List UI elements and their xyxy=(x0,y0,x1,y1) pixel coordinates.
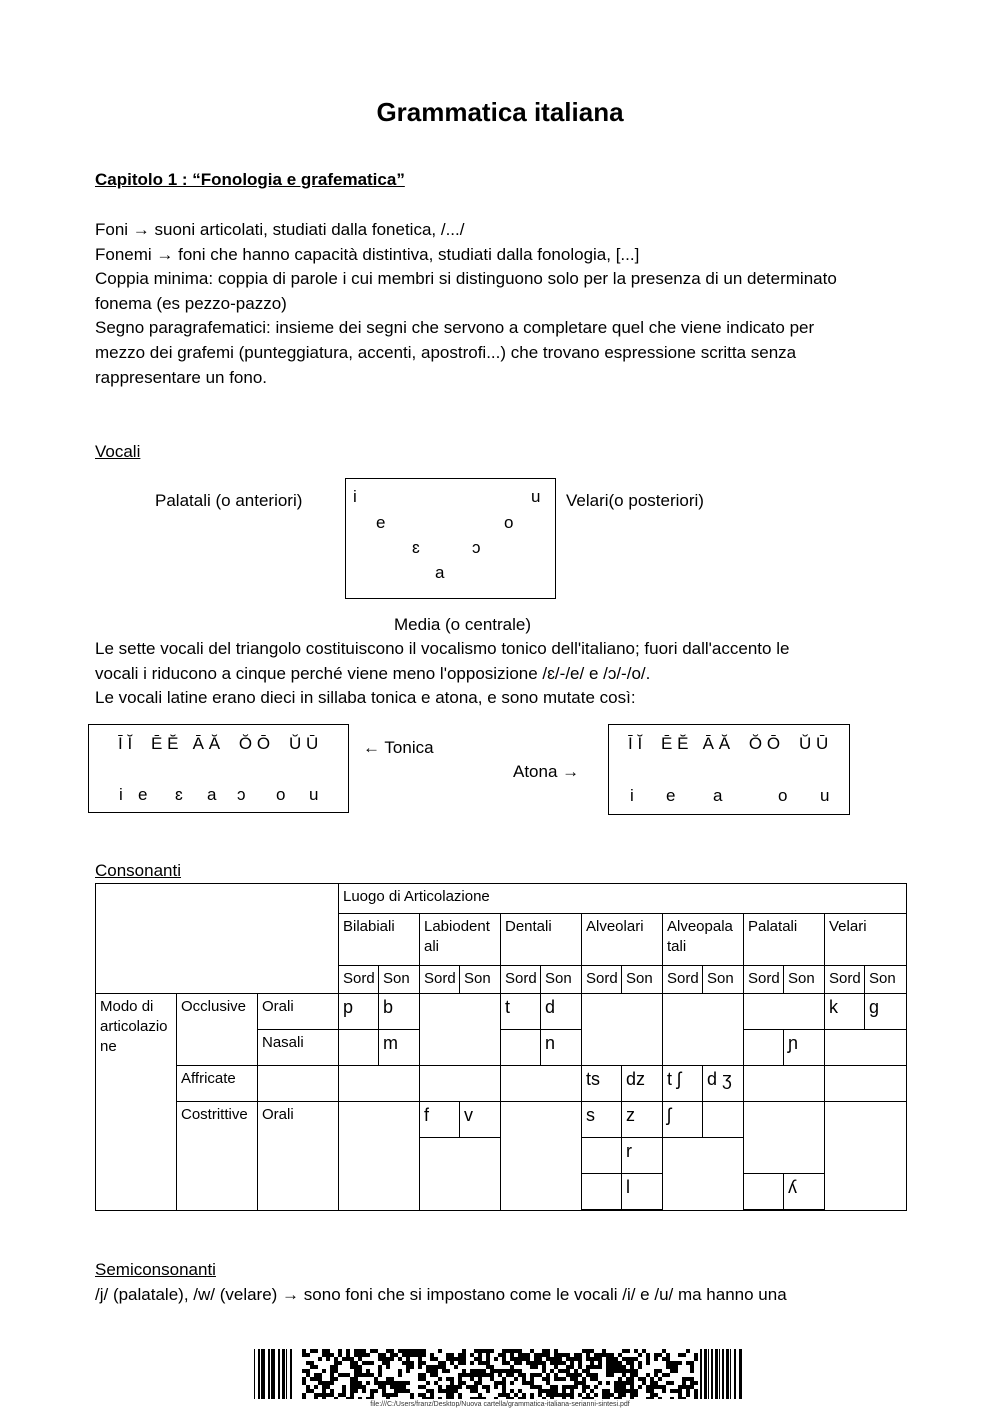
consonanti-heading: Consonanti xyxy=(95,861,182,880)
vocali-heading: Vocali xyxy=(95,442,141,461)
atona-vowel: i xyxy=(630,786,634,805)
empty-cell xyxy=(744,1030,784,1066)
vocali-text-line: Le vocali latine erano dieci in sillaba tonica e atona, e sono mutate così: xyxy=(95,688,636,707)
vowel-open-e: ɛ xyxy=(412,538,420,557)
consonant-cell: b xyxy=(379,994,420,1030)
velari-label: Velari(o posteriori) xyxy=(566,491,704,510)
semiconsonanti-text: /j/ (palatale), /w/ (velare) → sono foni che si impostano come le vocali /i/ e /u/ ma hanno una xyxy=(95,1285,787,1304)
empty-cell xyxy=(501,1030,541,1066)
son-header: Son xyxy=(622,966,663,994)
chapter-heading: Capitolo 1 : “Fonologia e grafematica” xyxy=(95,170,405,189)
empty-cell xyxy=(582,1210,663,1211)
orali-label: Orali xyxy=(258,1102,339,1211)
empty-cell xyxy=(825,1066,907,1102)
vowel-triangle-box xyxy=(345,478,556,599)
empty-cell xyxy=(420,994,501,1066)
place-header: Palatali xyxy=(744,914,825,966)
media-label: Media (o centrale) xyxy=(394,615,532,634)
consonant-cell: t ʃ xyxy=(663,1066,703,1102)
son-header: Son xyxy=(460,966,501,994)
empty-cell xyxy=(420,1066,501,1102)
tonica-label: ← Tonica xyxy=(363,738,434,757)
son-header: Son xyxy=(379,966,420,994)
modo-header: Modo di articolazio ne xyxy=(96,994,177,1211)
consonant-cell: ts xyxy=(582,1066,622,1102)
intro-line: rappresentare un fono. xyxy=(95,368,268,387)
empty-cell xyxy=(501,1066,582,1102)
son-header: Son xyxy=(865,966,907,994)
sord-header: Sord xyxy=(501,966,541,994)
sord-header: Sord xyxy=(339,966,379,994)
table-row xyxy=(96,884,907,914)
sord-header: Sord xyxy=(420,966,460,994)
luogo-header: Luogo di Articolazione xyxy=(339,884,907,914)
tonica-vowel: o xyxy=(276,785,286,804)
consonant-cell: v xyxy=(460,1102,501,1138)
vowel-open-o: ɔ xyxy=(472,538,481,557)
latin-atona-top: Ī Ĭ Ē Ĕ Ā Ă Ŏ Ō Ŭ Ū xyxy=(628,734,829,753)
empty-cell xyxy=(339,1102,420,1211)
consonant-cell: g xyxy=(865,994,907,1030)
tonica-vowel: ɛ xyxy=(175,785,183,804)
tonica-vowel: ɔ xyxy=(237,785,246,804)
consonant-cell: r xyxy=(622,1138,663,1174)
empty-cell xyxy=(744,994,825,1030)
empty-cell xyxy=(420,1138,501,1211)
sord-header: Sord xyxy=(744,966,784,994)
place-header: Alveolari xyxy=(582,914,663,966)
place-header: Alveopala tali xyxy=(663,914,744,966)
intro-line: Fonemi → foni che hanno capacità distintiva, studiati dalla fonologia, [...] xyxy=(95,245,640,264)
empty-cell xyxy=(825,1030,907,1066)
latin-tonica-box xyxy=(88,724,349,813)
consonant-cell: k xyxy=(825,994,865,1030)
tonica-vowel: i xyxy=(119,785,123,804)
empty-cell xyxy=(744,1102,825,1174)
consonant-cell: d ʒ xyxy=(703,1066,744,1102)
consonant-cell: t xyxy=(501,994,541,1030)
empty-cell xyxy=(703,1102,744,1138)
consonant-cell: m xyxy=(379,1030,420,1066)
vowel-a: a xyxy=(435,563,445,582)
vowel-e: e xyxy=(376,513,386,532)
palatali-label: Palatali (o anteriori) xyxy=(155,491,303,510)
empty-cell xyxy=(663,994,744,1066)
intro-line: fonema (es pezzo-pazzo) xyxy=(95,294,287,313)
son-header: Son xyxy=(784,966,825,994)
tonica-vowel: e xyxy=(138,785,148,804)
vocali-text-line: Le sette vocali del triangolo costituiscono il vocalismo tonico dell'italiano; fuori dall'accento le xyxy=(95,639,790,658)
vowel-o: o xyxy=(504,513,514,532)
latin-tonica-top: Ī Ĭ Ē Ĕ Ā Ă Ŏ Ō Ŭ Ū xyxy=(118,734,319,753)
consonant-cell: l xyxy=(622,1174,663,1210)
empty-cell xyxy=(501,1102,582,1211)
place-header: Labiodent ali xyxy=(420,914,501,966)
barcode-image xyxy=(254,1349,744,1399)
empty-cell xyxy=(825,1102,907,1211)
sord-header: Sord xyxy=(825,966,865,994)
nasali-label: Nasali xyxy=(258,1030,339,1066)
latin-atona-box xyxy=(608,724,850,815)
intro-line: Foni → suoni articolati, studiati dalla fonetica, /.../ xyxy=(95,220,465,239)
tonica-vowel: u xyxy=(309,785,319,804)
affricate-label: Affricate xyxy=(177,1066,258,1102)
intro-line: Coppia minima: coppia di parole i cui membri si distinguono solo per la presenza di un determinato xyxy=(95,269,837,288)
empty-cell xyxy=(339,1066,420,1102)
consonant-cell: n xyxy=(541,1030,582,1066)
atona-label: Atona → xyxy=(513,762,580,781)
consonant-cell: ʎ xyxy=(784,1174,825,1210)
atona-vowel: e xyxy=(666,786,676,805)
empty-cell xyxy=(582,994,663,1066)
vocali-text-line: vocali i riducono a cinque perché viene meno l'opposizione /ɛ/-/e/ e /ɔ/-/o/. xyxy=(95,664,651,683)
place-header: Dentali xyxy=(501,914,582,966)
tonica-vowel: a xyxy=(207,785,217,804)
empty-cell xyxy=(582,1174,622,1210)
file-path: file:///C:/Users/franz/Desktop/Nuova cartella/grammatica-italiana-serianni-sintesi.pdf xyxy=(370,1401,630,1408)
place-header: Velari xyxy=(825,914,907,966)
vowel-i: i xyxy=(353,487,357,506)
atona-vowel: a xyxy=(713,786,723,805)
vowel-u: u xyxy=(531,487,541,506)
consonant-cell: s xyxy=(582,1102,622,1138)
empty-cell xyxy=(744,1174,784,1210)
consonant-cell: f xyxy=(420,1102,460,1138)
intro-line: mezzo dei grafemi (punteggiatura, accenti, apostrofi...) che trovano espressione scritta senza xyxy=(95,343,797,362)
consonant-cell: z xyxy=(622,1102,663,1138)
empty-cell xyxy=(582,1138,622,1174)
page-title: Grammatica italiana xyxy=(376,97,624,127)
consonant-cell: d xyxy=(541,994,582,1030)
place-header: Bilabiali xyxy=(339,914,420,966)
consonant-cell: ʃ xyxy=(663,1102,703,1138)
empty-cell xyxy=(744,1066,825,1102)
consonant-cell: dz xyxy=(622,1066,663,1102)
consonant-table xyxy=(95,883,907,1211)
sord-header: Sord xyxy=(582,966,622,994)
son-header: Son xyxy=(703,966,744,994)
table-row xyxy=(96,994,907,1030)
orali-label: Orali xyxy=(258,994,339,1030)
table-row xyxy=(96,1102,907,1138)
semiconsonanti-heading: Semiconsonanti xyxy=(95,1260,216,1279)
intro-line: Segno paragrafematici: insieme dei segni che servono a completare quel che viene indicato per xyxy=(95,318,815,337)
empty-cell xyxy=(744,1210,825,1211)
empty-cell xyxy=(339,1030,379,1066)
empty-corner-cell xyxy=(96,884,339,994)
occlusive-label: Occlusive xyxy=(177,994,258,1066)
atona-vowel: o xyxy=(778,786,788,805)
son-header: Son xyxy=(541,966,582,994)
empty-cell xyxy=(258,1066,339,1102)
empty-cell xyxy=(663,1138,744,1211)
table-row xyxy=(96,1066,907,1102)
costrittive-label: Costrittive xyxy=(177,1102,258,1211)
consonant-cell: p xyxy=(339,994,379,1030)
consonant-cell: ɲ xyxy=(784,1030,825,1066)
atona-vowel: u xyxy=(820,786,830,805)
sord-header: Sord xyxy=(663,966,703,994)
